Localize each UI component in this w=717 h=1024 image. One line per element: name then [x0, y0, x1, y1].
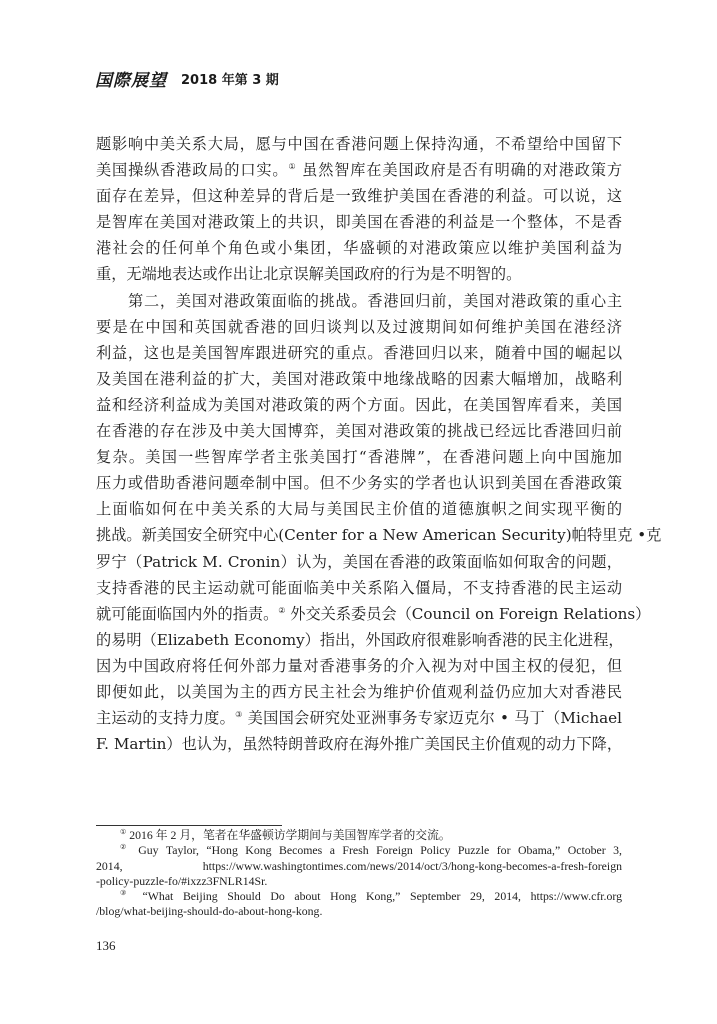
body-line: 因为中国政府将任何外部力量对香港事务的介入视为对中国主权的侵犯，但 — [96, 656, 622, 675]
footnote-line: 2014, https://www.washingtontimes.com/news/2014/oct/3/hong-kong-becomes-a-fresh-foreign — [96, 858, 622, 873]
footnote-line: ② Guy Taylor, “Hong Kong Becomes a Fresh Foreign Policy Puzzle for Obama,” October 3, — [120, 843, 622, 858]
body-line: 是智库在美国对港政策上的共识，即美国在香港的利益是一个整体，不是香 — [96, 213, 622, 232]
body-line: 利益，这也是美国智库跟进研究的重点。香港回归以来，随着中国的崛起以 — [96, 343, 622, 362]
footnote-line: ③ “What Beijing Should Do about Hong Kong,” September 29, 2014, https://www.cfr.org — [120, 889, 622, 904]
body-line: 挑战。新美国安全研究中心(Center for a New American Security)帕特里克 •克 — [96, 526, 662, 545]
footnote-line: -policy-puzzle-fo/#ixzz3FNLR14Sr. — [96, 873, 268, 888]
body-line: 题影响中美关系大局，愿与中国在香港问题上保持沟通，不希望给中国留下 — [96, 135, 622, 153]
body-line: 就可能面临国内外的指责。② 外交关系委员会（Council on Foreign Relations） — [96, 604, 651, 623]
body-line: 压力或借助香港问题牵制中国。但不少务实的学者也认识到美国在香港政策 — [96, 474, 622, 493]
body-line: 第二，美国对港政策面临的挑战。香港回归前，美国对港政策的重心主 — [128, 291, 622, 310]
body-line: 益和经济利益成为美国对港政策的两个方面。因此，在美国智库看来，美国 — [96, 395, 622, 414]
body-line: 支持香港的民主运动就可能面临美中关系陷入僵局，不支持香港的民主运动 — [96, 578, 622, 597]
body-line: 要是在中国和英国就香港的回归谈判以及过渡期间如何维护美国在港经济 — [96, 317, 622, 336]
body-line: 在香港的存在涉及中美大国博弈，美国对港政策的挑战已经远比香港回归前 — [96, 422, 622, 441]
page-number: 136 — [96, 938, 116, 953]
body-line: 港社会的任何单个角色或小集团，华盛顿的对港政策应以维护美国利益为 — [96, 239, 622, 258]
body-line: 美国操纵香港政局的口实。① 虽然智库在美国政府是否有明确的对港政策方 — [96, 161, 623, 180]
footnote-ref: ① — [288, 162, 297, 172]
body-line: 上面临如何在中美关系的大局与美国民主价值的道德旗帜之间实现平衡的 — [96, 500, 622, 519]
running-header — [95, 66, 279, 90]
journal-logo: 国際展望 — [95, 70, 167, 91]
body-line: 主运动的支持力度。③ 美国国会研究处亚洲事务专家迈克尔 • 马丁（Michael — [96, 709, 623, 728]
body-text — [96, 131, 662, 757]
footnote-line: /blog/what-beijing-should-do-about-hong-kong. — [96, 904, 323, 919]
footnote-line: ① 2016 年 2 月，笔者在华盛顿访学期间与美国智库学者的交流。 — [120, 828, 451, 842]
body-line: 及美国在港利益的扩大，美国对港政策中地缘战略的因素大幅增加，战略利 — [96, 369, 622, 388]
body-line: 面存在差异，但这种差异的背后是一致维护美国在香港的利益。可以说，这 — [96, 187, 622, 206]
body-line: 的易明（Elizabeth Economy）指出，外国政府很难影响香港的民主化进程， — [96, 630, 624, 649]
footnote-ref: ③ — [235, 710, 243, 719]
body-line: F. Martin）也认为，虽然特朗普政府在海外推广美国民主价值观的动力下降， — [96, 735, 623, 754]
footnotes — [96, 828, 622, 920]
body-line: 罗宁（Patrick M. Cronin）认为，美国在香港的政策面临如何取舍的问题， — [96, 552, 622, 571]
issue-label: 2018 年第 3 期 — [181, 72, 279, 88]
body-line: 即便如此，以美国为主的西方民主社会为维护价值观利益仍应加大对香港民 — [96, 682, 622, 701]
footnote-ref: ② — [278, 605, 286, 615]
body-line: 复杂。美国一些智库学者主张美国打“香港牌”，在香港问题上向中国施加 — [96, 448, 622, 467]
body-line: 重，无端地表达或作出让北京误解美国政府的行为是不明智的。 — [96, 265, 522, 284]
footnote-divider — [96, 825, 282, 826]
